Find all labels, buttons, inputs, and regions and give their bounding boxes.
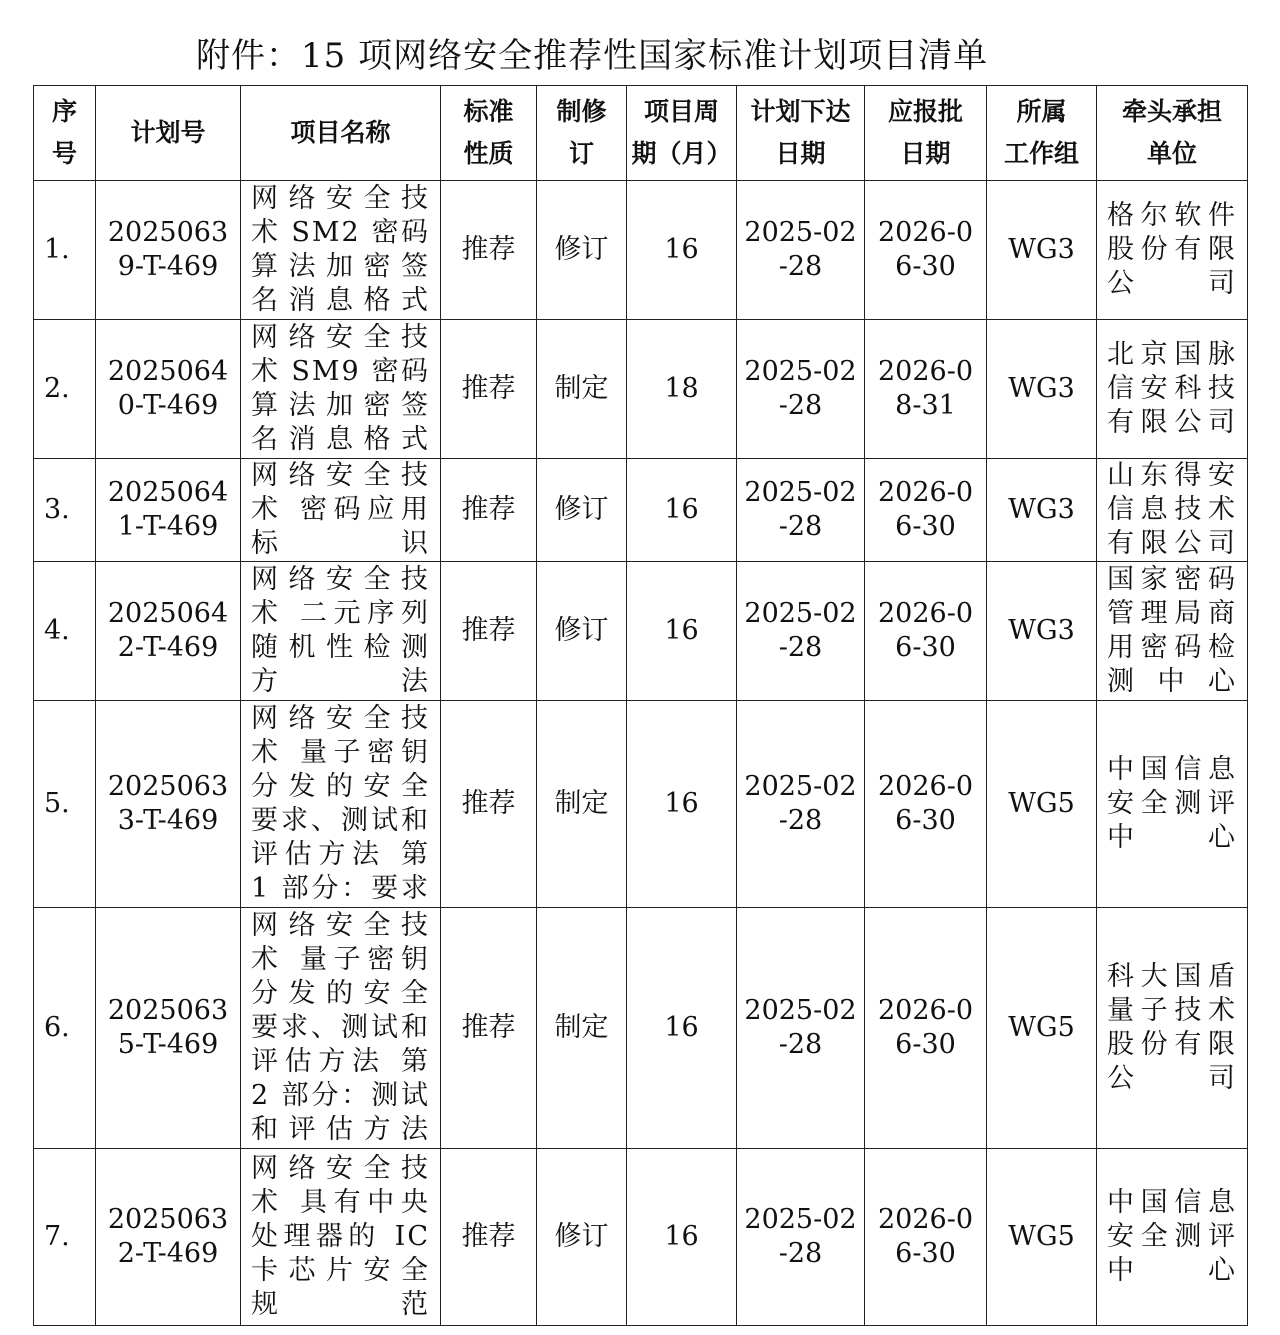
cell-period: 16 — [627, 181, 737, 320]
header-line: 单位 — [1146, 139, 1197, 168]
cell-lead-unit-line: 安全测评 — [1107, 788, 1237, 819]
cell-revision-type: 修订 — [537, 181, 627, 320]
cell-lead-unit-line: 国家密码 — [1107, 564, 1237, 595]
cell-lead-unit-line: 用密码检 — [1107, 632, 1237, 663]
cell-issue-date — [737, 562, 865, 701]
cell-project-name-line: 术 量子密钥 — [251, 737, 430, 768]
cell-issue-date-line: 2025-02 — [744, 477, 857, 508]
cell-project-name-line: 要求、测试和 — [251, 805, 430, 836]
cell-project-name-line: 网络安全技 — [251, 564, 430, 595]
cell-lead-unit-line: 公司 — [1107, 268, 1237, 299]
cell-revision-type: 制定 — [537, 320, 627, 459]
cell-plan-number-line: 9-T-469 — [117, 251, 219, 282]
cell-issue-date — [737, 908, 865, 1149]
cell-issue-date-line: -28 — [778, 251, 823, 282]
header-lead-unit — [1097, 86, 1248, 181]
cell-lead-unit-line: 中国信息 — [1107, 1187, 1237, 1218]
cell-plan-number-line: 2-T-469 — [117, 1238, 219, 1269]
cell-project-name-line: 术 二元序列 — [251, 598, 430, 629]
cell-approval-date — [865, 908, 987, 1149]
table-row — [34, 181, 1248, 320]
cell-issue-date — [737, 1149, 865, 1326]
cell-project-name-line: 名消息格式 — [251, 285, 430, 316]
table-body — [34, 181, 1248, 1326]
cell-project-name-line: 术 密码应用 — [251, 494, 430, 525]
cell-project-name-line: 分发的安全 — [251, 978, 430, 1009]
header-line: 项目名称 — [290, 118, 391, 147]
cell-lead-unit-line: 中心 — [1107, 822, 1237, 853]
table-row — [34, 701, 1248, 908]
cell-lead-unit-line: 股份有限 — [1107, 234, 1237, 265]
cell-lead-unit-line: 中国信息 — [1107, 754, 1237, 785]
cell-plan-number-line: 2025063 — [107, 217, 229, 248]
cell-working-group: WG5 — [987, 1149, 1097, 1326]
cell-lead-unit-line: 安全测评 — [1107, 1221, 1237, 1252]
standards-table — [33, 85, 1248, 1326]
cell-working-group: WG5 — [987, 701, 1097, 908]
cell-approval-date-line: 2026-0 — [877, 598, 973, 629]
cell-issue-date-line: 2025-02 — [744, 995, 857, 1026]
header-seq — [34, 86, 96, 181]
cell-plan-number — [96, 701, 241, 908]
cell-issue-date-line: -28 — [778, 1238, 823, 1269]
cell-project-name-line: 和评估方法 — [251, 1114, 430, 1145]
cell-project-name-line: 网络安全技 — [251, 460, 430, 491]
cell-revision-type: 修订 — [537, 562, 627, 701]
cell-approval-date — [865, 701, 987, 908]
cell-project-name-line: 分发的安全 — [251, 771, 430, 802]
cell-project-name-line: 算法加密签 — [251, 251, 430, 282]
cell-plan-number — [96, 562, 241, 701]
cell-plan-number-line: 2-T-469 — [117, 632, 219, 663]
cell-lead-unit-line: 北京国脉 — [1107, 339, 1237, 370]
table-row — [34, 1149, 1248, 1326]
cell-period: 18 — [627, 320, 737, 459]
cell-period: 16 — [627, 908, 737, 1149]
cell-approval-date — [865, 459, 987, 562]
header-line: 序 — [51, 97, 77, 126]
cell-lead-unit — [1097, 181, 1248, 320]
cell-lead-unit — [1097, 908, 1248, 1149]
cell-approval-date-line: 2026-0 — [877, 1204, 973, 1235]
cell-approval-date — [865, 1149, 987, 1326]
cell-project-name-line: 处理器的 IC — [251, 1221, 430, 1252]
cell-issue-date-line: -28 — [778, 805, 823, 836]
cell-project-name-line: 标识 — [251, 528, 430, 559]
cell-plan-number-line: 2025064 — [107, 598, 229, 629]
cell-working-group: WG5 — [987, 908, 1097, 1149]
cell-lead-unit-line: 信安科技 — [1107, 373, 1237, 404]
cell-project-name-line: 术 具有中央 — [251, 1187, 430, 1218]
cell-seq: 5. — [34, 701, 96, 908]
cell-project-name — [241, 181, 441, 320]
cell-approval-date-line: 2026-0 — [877, 771, 973, 802]
cell-issue-date-line: -28 — [778, 1029, 823, 1060]
cell-seq: 4. — [34, 562, 96, 701]
cell-approval-date-line: 8-31 — [895, 390, 956, 421]
cell-seq: 3. — [34, 459, 96, 562]
cell-plan-number-line: 2025064 — [107, 477, 229, 508]
header-line: 标准 — [463, 97, 514, 126]
header-plan-number — [96, 86, 241, 181]
header-line: 牵头承担 — [1121, 97, 1222, 126]
cell-revision-type: 修订 — [537, 1149, 627, 1326]
cell-plan-number-line: 2025063 — [107, 1204, 229, 1235]
cell-approval-date — [865, 562, 987, 701]
cell-revision-type: 制定 — [537, 701, 627, 908]
cell-plan-number — [96, 1149, 241, 1326]
cell-nature: 推荐 — [441, 459, 537, 562]
cell-project-name-line: 网络安全技 — [251, 910, 430, 941]
cell-working-group: WG3 — [987, 181, 1097, 320]
header-approval-date — [865, 86, 987, 181]
cell-approval-date-line: 6-30 — [895, 632, 956, 663]
cell-plan-number-line: 1-T-469 — [117, 511, 219, 542]
cell-plan-number-line: 3-T-469 — [117, 805, 219, 836]
cell-project-name-line: 术 SM9 密码 — [251, 356, 430, 387]
cell-lead-unit — [1097, 701, 1248, 908]
cell-issue-date-line: 2025-02 — [744, 217, 857, 248]
cell-lead-unit-line: 股份有限 — [1107, 1029, 1237, 1060]
cell-seq: 2. — [34, 320, 96, 459]
header-line: 订 — [568, 139, 594, 168]
cell-approval-date-line: 2026-0 — [877, 217, 973, 248]
cell-lead-unit-line: 中心 — [1107, 1255, 1237, 1286]
cell-approval-date-line: 2026-0 — [877, 477, 973, 508]
cell-issue-date-line: 2025-02 — [744, 1204, 857, 1235]
cell-issue-date-line: -28 — [778, 511, 823, 542]
cell-project-name — [241, 1149, 441, 1326]
header-line: 所属 — [1016, 97, 1067, 126]
table-row — [34, 459, 1248, 562]
cell-lead-unit-line: 管理局商 — [1107, 598, 1237, 629]
cell-project-name — [241, 320, 441, 459]
header-line: 日期 — [900, 139, 951, 168]
cell-nature: 推荐 — [441, 181, 537, 320]
cell-project-name-line: 1 部分：要求 — [251, 873, 430, 904]
cell-period: 16 — [627, 701, 737, 908]
header-line: 制修 — [556, 97, 607, 126]
cell-lead-unit — [1097, 1149, 1248, 1326]
cell-revision-type: 制定 — [537, 908, 627, 1149]
cell-project-name-line: 术 量子密钥 — [251, 944, 430, 975]
cell-nature: 推荐 — [441, 1149, 537, 1326]
cell-revision-type: 修订 — [537, 459, 627, 562]
table-row — [34, 908, 1248, 1149]
header-line: 项目周 — [643, 97, 719, 126]
document-title: 附件：15 项网络安全推荐性国家标准计划项目清单 — [196, 36, 989, 76]
cell-project-name-line: 术 SM2 密码 — [251, 217, 430, 248]
cell-issue-date-line: 2025-02 — [744, 771, 857, 802]
cell-working-group: WG3 — [987, 562, 1097, 701]
cell-plan-number-line: 5-T-469 — [117, 1029, 219, 1060]
table-row — [34, 562, 1248, 701]
cell-plan-number — [96, 908, 241, 1149]
cell-issue-date-line: -28 — [778, 390, 823, 421]
header-nature — [441, 86, 537, 181]
cell-lead-unit-line: 测中心 — [1107, 666, 1237, 697]
header-line: 日期 — [775, 139, 826, 168]
cell-period: 16 — [627, 562, 737, 701]
cell-lead-unit — [1097, 459, 1248, 562]
cell-project-name-line: 方法 — [251, 666, 430, 697]
header-line: 计划号 — [130, 118, 206, 147]
cell-nature: 推荐 — [441, 701, 537, 908]
cell-lead-unit-line: 信息技术 — [1107, 494, 1237, 525]
cell-issue-date — [737, 701, 865, 908]
header-line: 号 — [51, 139, 77, 168]
cell-project-name-line: 卡芯片安全 — [251, 1255, 430, 1286]
cell-project-name-line: 规范 — [251, 1289, 430, 1320]
cell-plan-number — [96, 320, 241, 459]
cell-approval-date-line: 6-30 — [895, 1029, 956, 1060]
header-line: 计划下达 — [750, 97, 851, 126]
header-period — [627, 86, 737, 181]
cell-plan-number-line: 0-T-469 — [117, 390, 219, 421]
cell-plan-number-line: 2025063 — [107, 995, 229, 1026]
cell-lead-unit-line: 科大国盾 — [1107, 961, 1237, 992]
cell-seq: 7. — [34, 1149, 96, 1326]
cell-project-name-line: 评估方法 第 — [251, 839, 430, 870]
cell-lead-unit — [1097, 562, 1248, 701]
cell-plan-number — [96, 459, 241, 562]
cell-issue-date-line: -28 — [778, 632, 823, 663]
header-working-group — [987, 86, 1097, 181]
cell-issue-date — [737, 320, 865, 459]
table-row — [34, 320, 1248, 459]
cell-project-name-line: 要求、测试和 — [251, 1012, 430, 1043]
cell-lead-unit-line: 山东得安 — [1107, 460, 1237, 491]
cell-approval-date-line: 6-30 — [895, 511, 956, 542]
cell-issue-date — [737, 181, 865, 320]
cell-approval-date-line: 2026-0 — [877, 356, 973, 387]
cell-project-name-line: 网络安全技 — [251, 1153, 430, 1184]
cell-working-group: WG3 — [987, 459, 1097, 562]
cell-nature: 推荐 — [441, 320, 537, 459]
cell-project-name-line: 网络安全技 — [251, 703, 430, 734]
cell-issue-date-line: 2025-02 — [744, 598, 857, 629]
cell-project-name — [241, 701, 441, 908]
cell-lead-unit-line: 量子技术 — [1107, 995, 1237, 1026]
cell-issue-date — [737, 459, 865, 562]
cell-lead-unit-line: 公司 — [1107, 1063, 1237, 1094]
header-line: 期（月） — [631, 139, 732, 168]
cell-issue-date-line: 2025-02 — [744, 356, 857, 387]
cell-project-name-line: 网络安全技 — [251, 183, 430, 214]
cell-approval-date-line: 6-30 — [895, 251, 956, 282]
cell-plan-number-line: 2025063 — [107, 771, 229, 802]
header-project-name — [241, 86, 441, 181]
cell-approval-date-line: 6-30 — [895, 805, 956, 836]
cell-project-name-line: 2 部分：测试 — [251, 1080, 430, 1111]
cell-approval-date — [865, 320, 987, 459]
cell-project-name — [241, 459, 441, 562]
cell-period: 16 — [627, 459, 737, 562]
cell-project-name-line: 算法加密签 — [251, 390, 430, 421]
cell-period: 16 — [627, 1149, 737, 1326]
cell-seq: 6. — [34, 908, 96, 1149]
cell-lead-unit-line: 有限公司 — [1107, 407, 1237, 438]
cell-project-name — [241, 908, 441, 1149]
cell-approval-date-line: 6-30 — [895, 1238, 956, 1269]
header-line: 应报批 — [887, 97, 963, 126]
header-issue-date — [737, 86, 865, 181]
cell-project-name — [241, 562, 441, 701]
cell-lead-unit-line: 格尔软件 — [1107, 200, 1237, 231]
cell-plan-number-line: 2025064 — [107, 356, 229, 387]
cell-nature: 推荐 — [441, 562, 537, 701]
cell-plan-number — [96, 181, 241, 320]
cell-working-group: WG3 — [987, 320, 1097, 459]
cell-lead-unit — [1097, 320, 1248, 459]
cell-approval-date-line: 2026-0 — [877, 995, 973, 1026]
header-line: 工作组 — [1003, 139, 1079, 168]
header-row — [34, 86, 1248, 181]
header-line: 性质 — [463, 139, 514, 168]
cell-project-name-line: 网络安全技 — [251, 322, 430, 353]
cell-approval-date — [865, 181, 987, 320]
cell-lead-unit-line: 有限公司 — [1107, 528, 1237, 559]
cell-project-name-line: 随机性检测 — [251, 632, 430, 663]
cell-seq: 1. — [34, 181, 96, 320]
cell-project-name-line: 评估方法 第 — [251, 1046, 430, 1077]
cell-project-name-line: 名消息格式 — [251, 424, 430, 455]
header-revision-type — [537, 86, 627, 181]
cell-nature: 推荐 — [441, 908, 537, 1149]
